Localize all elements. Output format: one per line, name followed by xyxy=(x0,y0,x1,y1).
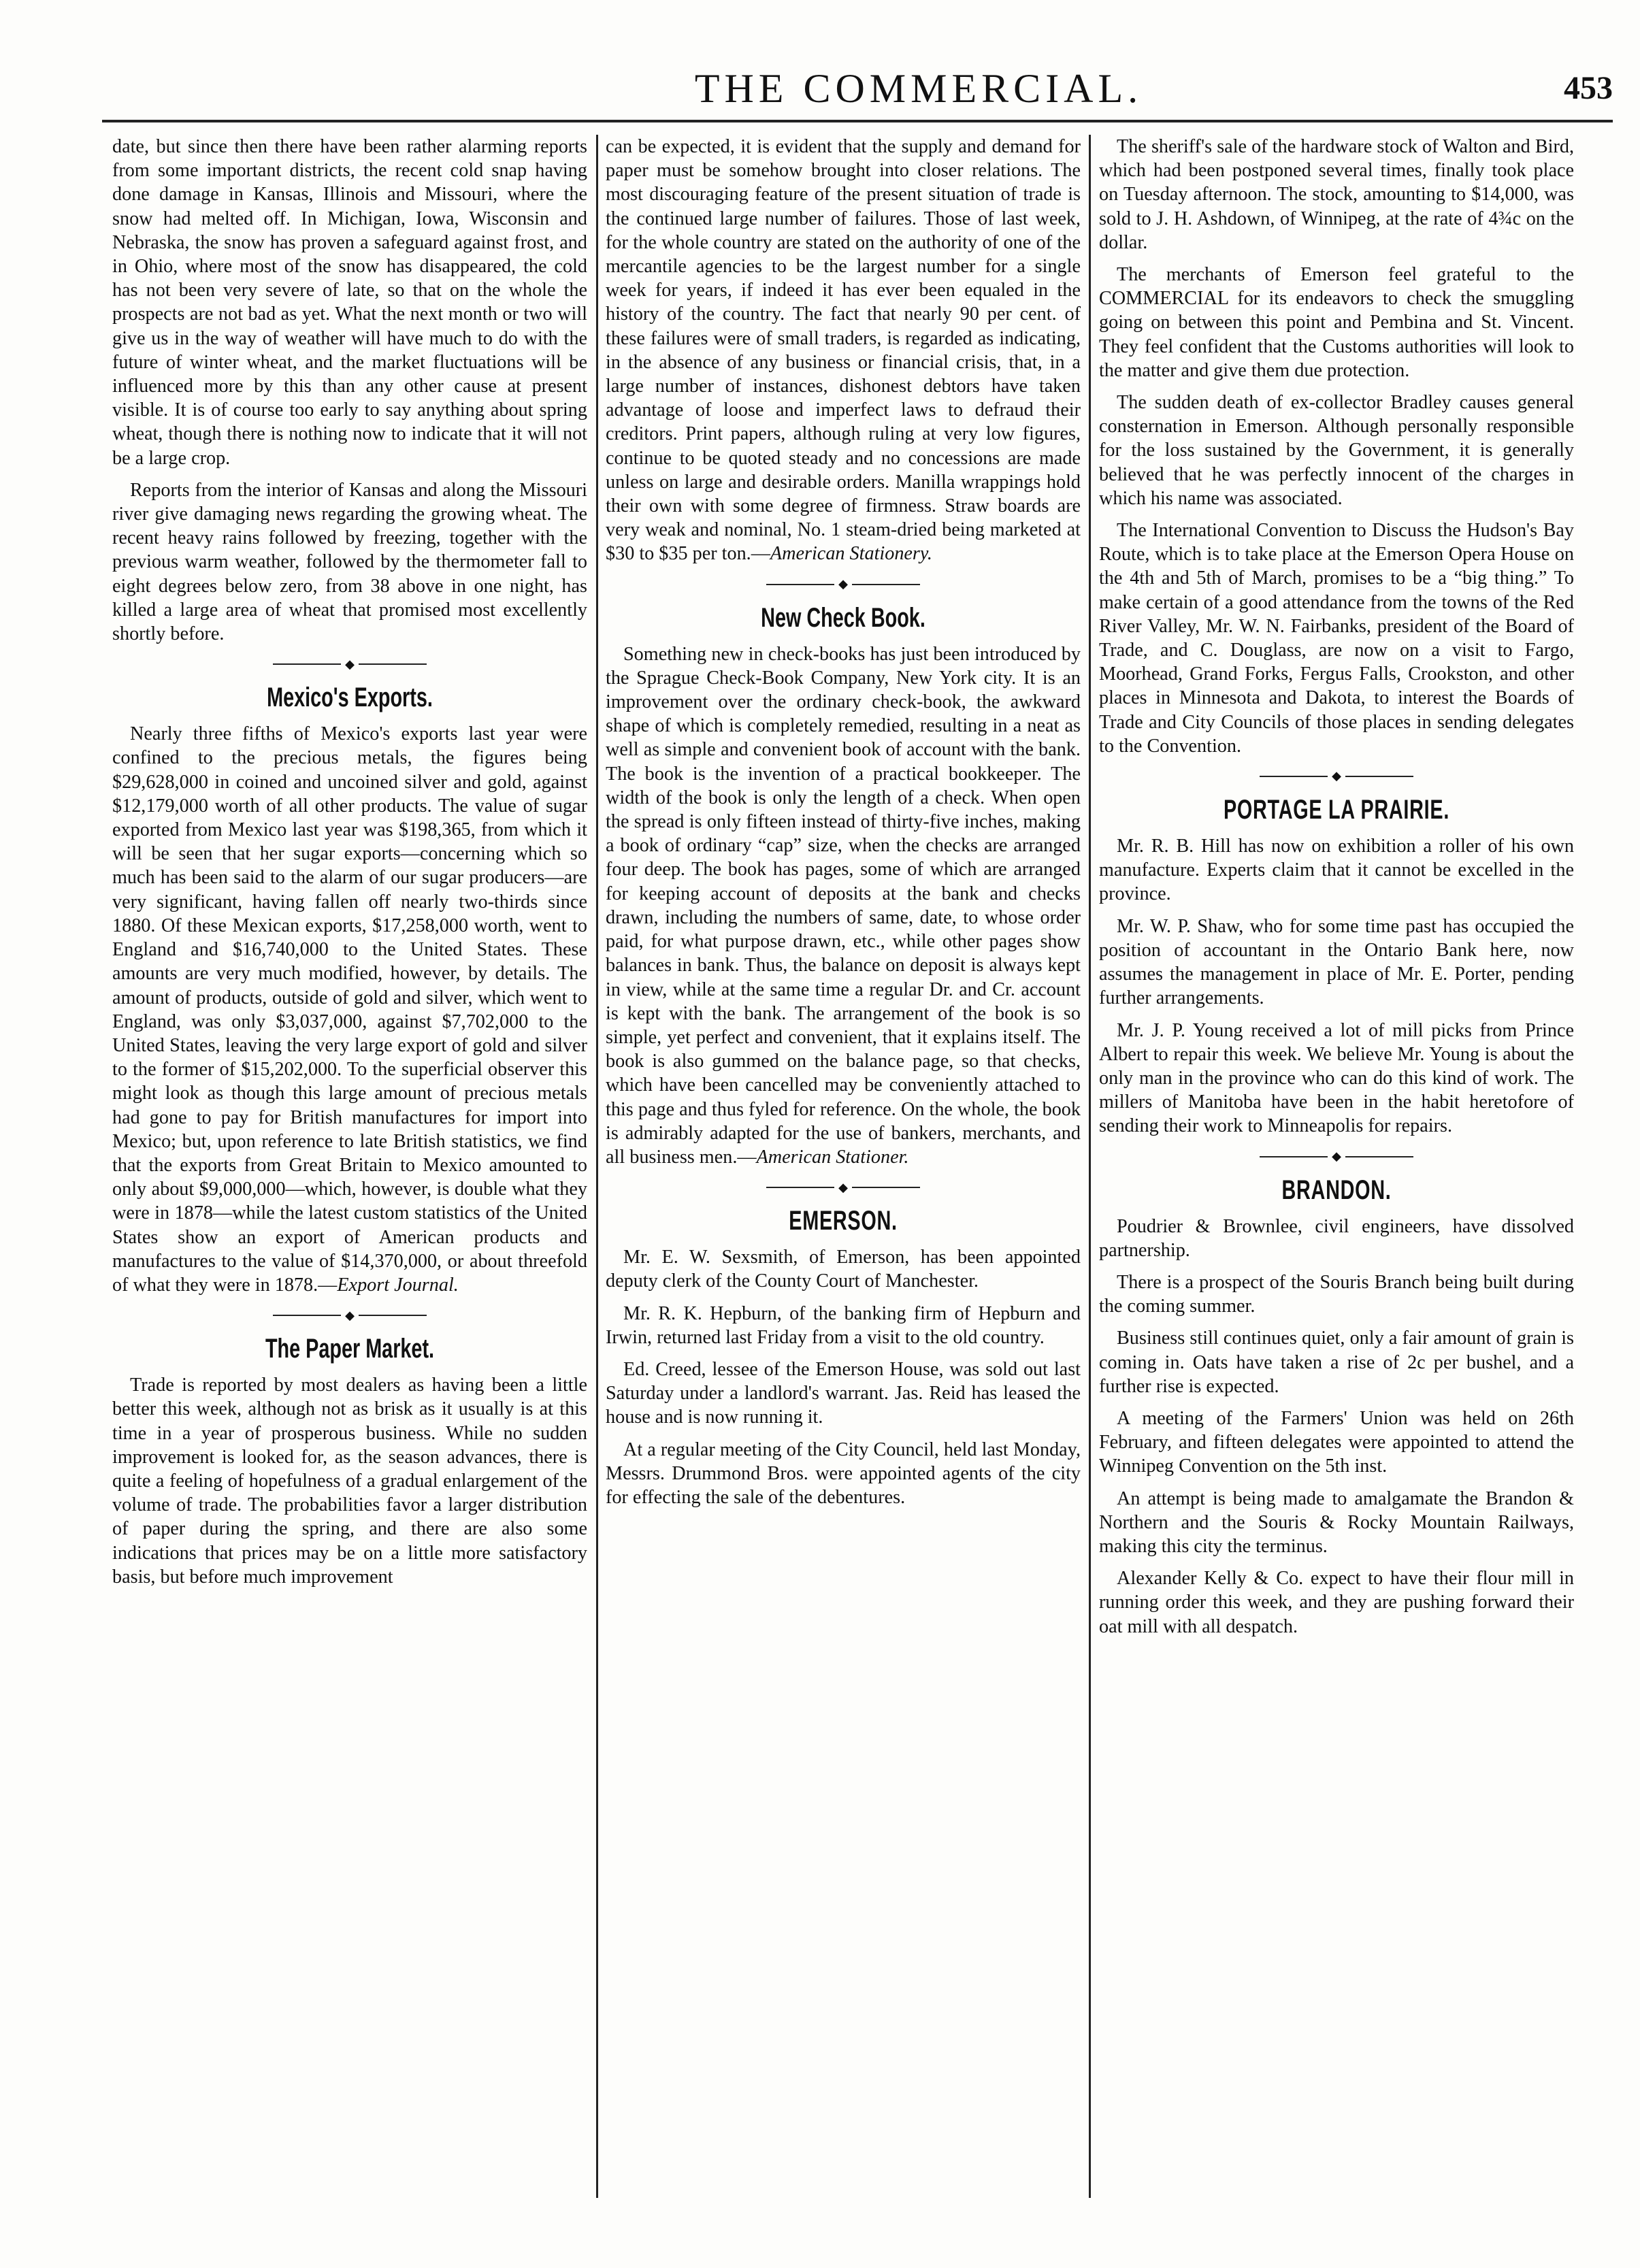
article-paragraph: Business still continues quiet, only a fair amount of grain is coming in. Oats have taken a rise of 2c per bushel, and a further rise is expected. xyxy=(1099,1328,1574,1397)
article-paragraph: Mr. E. W. Sexsmith, of Emerson, has been appointed deputy clerk of the County Court of Manchester. xyxy=(606,1247,1081,1292)
section-divider: ◆ xyxy=(112,654,587,674)
article-paragraph: can be expected, it is evident that the supply and demand for paper must be somehow brought into closer relations. The most discouraging feature of the present situation of trade is the continued large number of failures. Those of last week, for the whole country are stated on the authority of one of the mercantile agencies to be the largest number for a single week for years, if indeed it has ever been equaled in the history of the country. The fact that nearly 90 per cent. of these failures were of small traders, is regarded as indicating, in the absence of any business or financial crisis, that, in a large number of instances, dishonest debtors have taken advantage of loose and imperfect laws to defraud their creditors. Print papers, although ruling at very low figures, continue to be quoted steady and no concessions are made unless on large and desirable orders. Manilla wrappings hold their own with some degree of firmness. Straw boards are very weak and nominal, No. 1 steam-dried being marketed at $30 to $35 per ton.—American Stationery. xyxy=(606,136,1081,565)
article-paragraph: Mr. R. B. Hill has now on exhibition a roller of his own manufacture. Experts claim that it cannot be excelled in the province. xyxy=(1099,836,1574,905)
source-credit: American Stationer. xyxy=(756,1146,909,1168)
section-heading-mexico: Mexico's Exports. xyxy=(267,683,433,713)
header-rule xyxy=(102,120,1613,122)
article-paragraph: date, but since then there have been rather alarming reports from some important districts, the recent cold snap having done damage in Kansas, Illinois and Missouri, where the snow had melted off. In Michigan, Iowa, Wisconsin and Nebraska, the snow has proven a safeguard against frost, and in Ohio, where most of the snow has disappeared, the cold has not been very severe of late, so that on the whole the prospects are not bad as yet. What the next month or two will give us in the way of weather will have much to do with the future of winter wheat, and the market fluctuations will be influenced more by this than any other cause at present visible. It is of course too early to say anything about spring wheat, though there is nothing now to indicate that it will not be a large crop. xyxy=(112,136,587,469)
section-divider: ◆ xyxy=(606,574,1081,595)
article-paragraph: The sheriff's sale of the hardware stock of Walton and Bird, which had been postponed several times, finally took place on Tuesday afternoon. The stock, amounting to $14,000, was sold to J. H. Ashdown, of Winnipeg, at the rate of 4¾c on the dollar. xyxy=(1099,136,1574,253)
section-divider: ◆ xyxy=(606,1177,1081,1198)
article-paragraph: Poudrier & Brownlee, civil engineers, have dissolved partnership. xyxy=(1099,1215,1574,1261)
article-paragraph: An attempt is being made to amalgamate the Brandon & Northern and the Souris & Rocky Mountain Railways, making this city the terminus. xyxy=(1099,1488,1574,1557)
article-paragraph: Alexander Kelly & Co. expect to have their flour mill in running order this week, and they are pushing forward their oat mill with all despatch. xyxy=(1099,1568,1574,1637)
section-divider: ◆ xyxy=(1099,766,1574,787)
column-middle xyxy=(606,135,1081,1517)
article-paragraph: There is a prospect of the Souris Branch being built during the coming summer. xyxy=(1099,1271,1574,1317)
column-rule-left xyxy=(596,135,598,2198)
column-right xyxy=(1099,135,1574,1647)
section-heading-check-book: New Check Book. xyxy=(761,602,925,633)
section-divider: ◆ xyxy=(112,1305,587,1326)
page-title: THE COMMERCIAL. xyxy=(694,66,1143,111)
article-paragraph: A meeting of the Farmers' Union was held on 26th February, and fifteen delegates were appointed to attend the Winnipeg Convention on the 5th inst. xyxy=(1099,1407,1574,1477)
article-paragraph: Nearly three fifths of Mexico's exports last year were confined to the precious metals, the figures being $29,628,000 in coined and uncoined silver and gold, against $12,179,000 worth of all other products. The value of sugar exported from Mexico last year was $198,365, from which it will be seen that her sugar exports—concerning which so much has been said to the alarm of our sugar producers—are very significant, having fallen off nearly two-thirds since 1880. Of these Mexican exports, $17,258,000 worth, went to England and $16,740,000 to the United States. These amounts are very much modified, however, by details. The amount of products, outside of gold and silver, which went to England, was only $3,037,000, against $7,702,000 to the United States, leaving the very large export of gold and silver to the former of $15,202,000. To the superficial observer this might look as though this large amount of precious metals had gone to pay for British manufactures for import into Mexico; but, upon reference to late British statistics, we find that the exports from Great Britain to Mexico amounted to only about $9,000,000—which, however, is double what they were in 1878—while the latest custom statistics of the United States show an export of American products and manufactures to the value of $14,370,000, or about threefold of what they were in 1878.—Export Journal. xyxy=(112,723,587,1296)
source-credit: American Stationery. xyxy=(770,543,932,565)
section-heading-emerson: EMERSON. xyxy=(789,1206,898,1236)
article-paragraph: Reports from the interior of Kansas and along the Missouri river give damaging news regarding the growing wheat. The recent heavy rains followed by freezing, together with the previous warm weather, followed by the thermometer fall to eight degrees below zero, from 38 above in one night, has killed a large area of wheat that promised most excellently shortly before. xyxy=(112,479,587,645)
masthead xyxy=(102,65,1613,120)
source-credit: Export Journal. xyxy=(337,1274,459,1296)
article-paragraph: The merchants of Emerson feel grateful to the COMMERCIAL for its endeavors to check the smuggling going on between this point and Pembina and St. Vincent. They feel confident that the Customs authorities will look to the matter and give them due protection. xyxy=(1099,264,1574,381)
article-paragraph: The International Convention to Discuss the Hudson's Bay Route, which is to take place at the Emerson Opera House on the 4th and 5th of March, promises to be a “big thing.” To make certain of a good attendance from the towns of the Red River Valley, Mr. W. N. Fairbanks, president of the Board of Trade, and C. Douglass, are now on a visit to Fargo, Moorhead, Grand Forks, Fergus Falls, Crookston, and other places in Minnesota and Dakota, to interest the Boards of Trade and City Councils of those places in sending delegates to the Convention. xyxy=(1099,520,1574,757)
column-left xyxy=(112,135,587,1597)
article-paragraph: Mr. W. P. Shaw, who for some time past has occupied the position of accountant in the Ontario Bank here, now assumes the management in place of Mr. E. Porter, pending further arrangements. xyxy=(1099,915,1574,1009)
article-paragraph: The sudden death of ex-collector Bradley causes general consternation in Emerson. Although personally responsible for the loss sustained by the Government, it is generally believed that he was perfectly innocent of the charges in which his name was associated. xyxy=(1099,392,1574,509)
article-paragraph: Ed. Creed, lessee of the Emerson House, was sold out last Saturday under a landlord's warrant. Jas. Reid has leased the house and is now running it. xyxy=(606,1358,1081,1428)
column-rule-right xyxy=(1089,135,1091,2198)
section-heading-paper-market: The Paper Market. xyxy=(265,1334,435,1364)
section-heading-brandon: BRANDON. xyxy=(1281,1174,1392,1205)
article-paragraph: Mr. J. P. Young received a lot of mill picks from Prince Albert to repair this week. We believe Mr. Young is about the only man in the province who can do this kind of work. The millers of Manitoba have been in the habit heretofore of sending their work to Minneapolis for repairs. xyxy=(1099,1019,1574,1137)
page-number: 453 xyxy=(1564,70,1613,106)
article-paragraph: Something new in check-books has just been introduced by the Sprague Check-Book Company, New York city. It is an improvement over the ordinary check-book, the awkward shape of which is completely remedied, resulting in a neat as well as simple and convenient book of account with the bank. The book is the invention of a practical bookkeeper. The width of the book is only the length of a check. When open the spread is only fifteen instead of thirty-five inches, making a book of ordinary “cap” size, when the checks are arranged four deep. The book has pages, some of which are arranged for keeping account of deposits at the bank and checks drawn, including the numbers of same, date, to whose order paid, for what purpose drawn, etc., while other pages show balances in bank. Thus, the balance on deposit is always kept in view, while at the same time a regular Dr. and Cr. account is kept with the bank. The arrangement of the book is so simple, yet perfect and convenient, that it explains itself. The book is also gummed on the balance page, so that checks, which have been cancelled may be conveniently attached to this page and thus fyled for reference. On the whole, the book is admirably adapted for the use of bankers, merchants, and all business men.—American Stationer. xyxy=(606,643,1081,1168)
section-heading-portage: PORTAGE LA PRAIRIE. xyxy=(1223,795,1450,825)
article-paragraph: At a regular meeting of the City Council, held last Monday, Messrs. Drummond Bros. were appointed agents of the city for effecting the sale of the debentures. xyxy=(606,1439,1081,1508)
article-paragraph: Trade is reported by most dealers as having been a little better this week, although not as brisk as it usually is at this time in a year of prosperous business. While no sudden improvement is looked for, as the season advances, there is quite a feeling of hopefulness of a gradual enlargement of the volume of trade. The probabilities favor a larger distribution of paper during the spring, and there are also some indications that prices may be on a little more satisfactory basis, but before much improvement xyxy=(112,1375,587,1588)
article-paragraph: Mr. R. K. Hepburn, of the banking firm of Hepburn and Irwin, returned last Friday from a visit to the old country. xyxy=(606,1302,1081,1348)
section-divider: ◆ xyxy=(1099,1147,1574,1167)
